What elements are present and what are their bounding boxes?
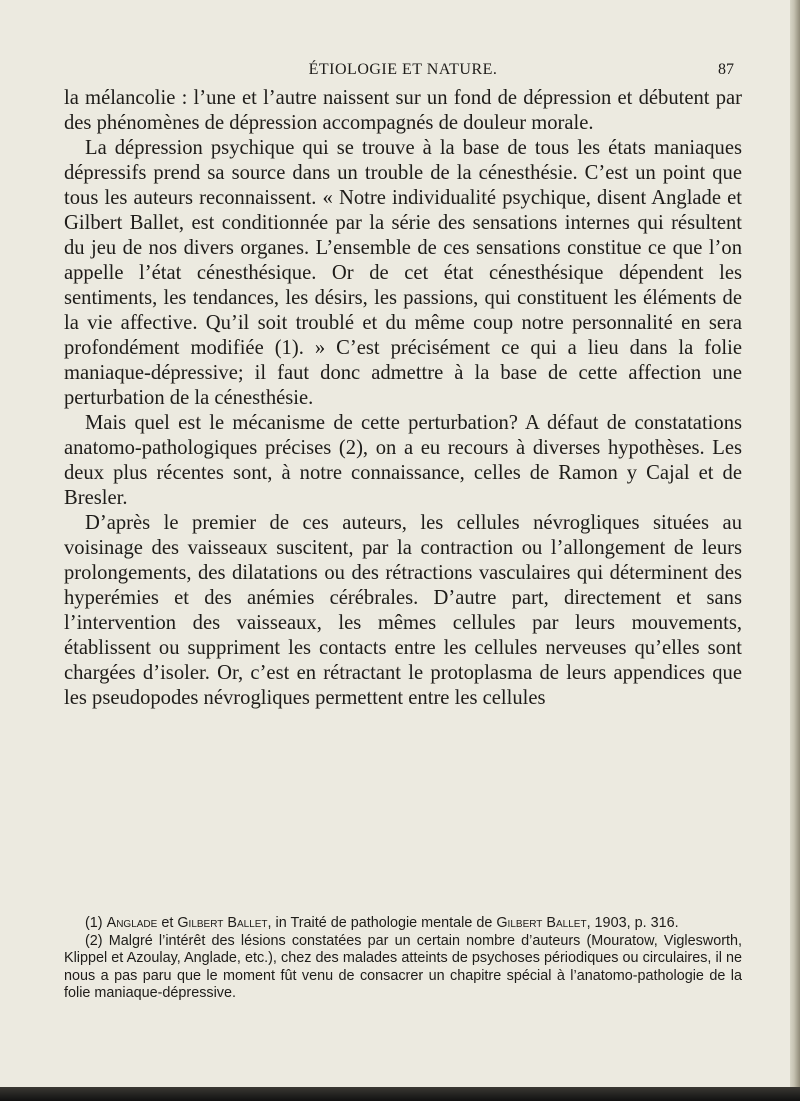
footnote-1-title: , in Traité de pathologie mentale de	[267, 915, 493, 931]
footnote-1-conjunction: et	[161, 915, 174, 931]
footnotes	[64, 915, 742, 1003]
footnote-1-author-ballet: Gilbert Ballet	[177, 915, 268, 931]
footnote-1	[64, 915, 742, 933]
paragraph-depression: La dépression psychique qui se trouve à la base de tous les états maniaques dépressifs prend sa source dans un trouble de la cénesthésie. C’est un point que tous les auteurs reconnaissent. « Notre individualité psychique, disent Anglade et Gilbert Ballet, est conditionnée par la série des sensations internes qui résultent du jeu de nos divers organes. L’ensemble de ces sensations constitue ce que l’on appelle l’état cénesthésique. Or de cet état cénesthésique dépendent les sentiments, les tendances, les désirs, les passions, qui constituent les éléments de la vie affective. Qu’il soit troublé et du même coup notre personnalité en sera profondément modifiée (1). » C’est précisément ce qui a lieu dans la folie maniaque-dépressive; il faut donc admettre à la base de cette affection une perturbation de la cénesthésie.	[64, 137, 742, 409]
footnote-1-mark: (1)	[85, 915, 103, 931]
footnote-2: (2) Malgré l’intérêt des lésions constatées par un certain nombre d’auteurs (Mouratow, Viglesworth, Klippel et Azoulay, Anglade, etc.), chez des malades atteints de psychoses périodiques ou circulaires, il ne nous a pas paru que le moment fût venu de consacrer un chapitre spécial à l’anatomo-pathologie de la folie maniaque-dépressive.	[64, 932, 742, 1001]
page-number: 87	[718, 61, 734, 78]
page-edge-right	[790, 0, 800, 1101]
paragraph-continued: la mélancolie : l’une et l’autre naissent sur un fond de dépression et débutent par des phénomènes de dépression accompagnés de douleur morale.	[64, 87, 742, 134]
footnote-1-citation: , 1903, p. 316.	[586, 915, 679, 931]
running-head: ÉTIOLOGIE ET NATURE.	[308, 61, 498, 78]
body-text	[64, 86, 742, 711]
page-edge-bottom	[0, 1087, 800, 1101]
footnote-1-author-anglade: Anglade	[106, 915, 158, 931]
footnote-1-editor: Gilbert Ballet	[496, 915, 587, 931]
paragraph-mechanism: Mais quel est le mécanisme de cette perturbation? A défaut de constatations anatomo-pathologiques précises (2), on a eu recours à diverses hypothèses. Les deux plus récentes sont, à notre connaissance, celles de Ramon y Cajal et de Bresler.	[64, 412, 742, 509]
page-header	[64, 61, 742, 85]
paragraph-cajal: D’après le premier de ces auteurs, les cellules névrogliques situées au voisinage des vaisseaux suscitent, par la contraction ou l’allongement de leurs prolongements, des dilatations ou des rétractions vasculaires qui déterminent des hyperémies et des anémies cérébrales. D’autre part, directement et sans l’intervention des vaisseaux, les mêmes cellules par leurs mouvements, établissent ou suppriment les contacts entre les cellules nerveuses qu’elles sont chargées d’isoler. Or, c’est en rétractant le protoplasma de leurs appendices que les pseudopodes névrogliques permettent entre les cellules	[64, 512, 742, 709]
